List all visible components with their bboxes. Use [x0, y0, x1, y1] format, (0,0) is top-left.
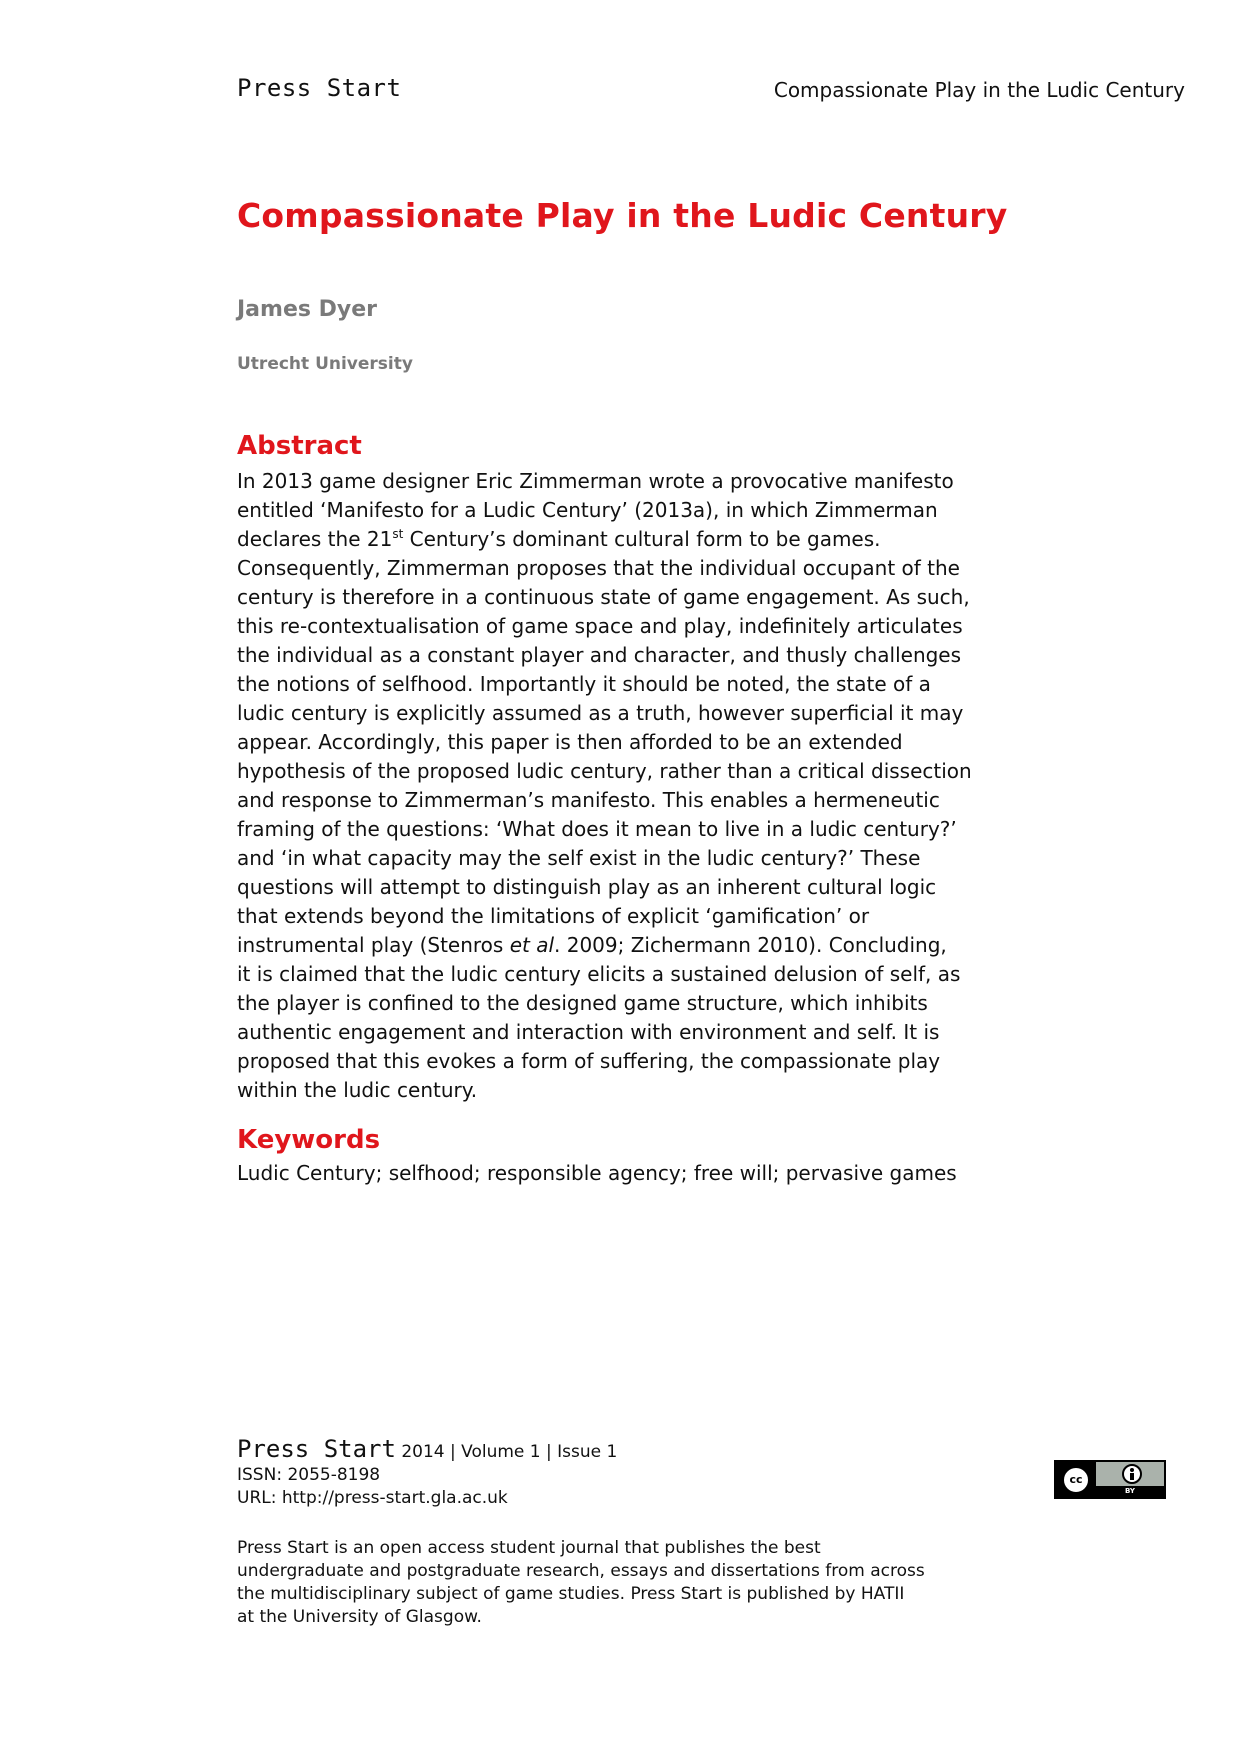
footer-description-line: at the University of Glasgow. [237, 1607, 482, 1627]
abstract-line [237, 525, 1027, 554]
footer-volume-line [237, 1435, 618, 1464]
abstract-text: instrumental play (Stenros [237, 933, 510, 957]
abstract-line: Consequently, Zimmerman proposes that the individual occupant of the [237, 556, 960, 580]
abstract-line: authentic engagement and interaction with environment and self. It is [237, 1020, 940, 1044]
footer-volume-info: 2014 | Volume 1 | Issue 1 [395, 1442, 618, 1462]
footer-issn: ISSN: 2055-8198 [237, 1465, 381, 1485]
abstract-line: hypothesis of the proposed ludic century, rather than a critical dissection [237, 759, 972, 783]
author-name: James Dyer [237, 297, 378, 322]
ordinal-superscript: st [392, 527, 404, 541]
footer-description-line: Press Start is an open access student journal that publishes the best [237, 1538, 821, 1558]
abstract-line: entitled ‘Manifesto for a Ludic Century’ (2013a), in which Zimmerman [237, 498, 938, 522]
abstract-line [237, 931, 1027, 960]
running-header-title: Compassionate Play in the Ludic Century [773, 78, 1185, 102]
abstract-line: and ‘in what capacity may the self exist in the ludic century?’ These [237, 846, 921, 870]
abstract-text: Century’s dominant cultural form to be games. [403, 527, 881, 551]
footer-description-line: the multidisciplinary subject of game studies. Press Start is published by HATII [237, 1584, 905, 1604]
abstract-line: the notions of selfhood. Importantly it should be noted, the state of a [237, 672, 931, 696]
abstract-line: this re-contextualisation of game space and play, indefinitely articulates [237, 614, 963, 638]
abstract-italic: et al [509, 933, 555, 957]
footer-url[interactable]: URL: http://press-start.gla.ac.uk [237, 1488, 508, 1508]
keywords-heading: Keywords [237, 1125, 381, 1155]
footer-description [237, 1537, 925, 1629]
abstract-line: the individual as a constant player and character, and thusly challenges [237, 643, 962, 667]
abstract-text: declares the 21 [237, 527, 393, 551]
footer-publication-info [237, 1435, 618, 1510]
author-affiliation: Utrecht University [237, 354, 413, 374]
creative-commons-by-icon[interactable] [1054, 1460, 1166, 1499]
cc-left-panel [1056, 1462, 1096, 1497]
abstract-line: it is claimed that the ludic century elicits a sustained delusion of self, as [237, 962, 961, 986]
abstract-line: proposed that this evokes a form of suffering, the compassionate play [237, 1049, 941, 1073]
abstract-line: that extends beyond the limitations of explicit ‘gamification’ or [237, 904, 870, 928]
abstract-body [237, 467, 1027, 1105]
running-header-journal: Press Start [237, 74, 402, 102]
abstract-line: and response to Zimmerman’s manifesto. This enables a hermeneutic [237, 788, 940, 812]
attribution-person-icon [1122, 1464, 1142, 1484]
abstract-heading: Abstract [237, 431, 362, 461]
abstract-line: ludic century is explicitly assumed as a truth, however superficial it may [237, 701, 964, 725]
abstract-line: In 2013 game designer Eric Zimmerman wrote a provocative manifesto [237, 469, 954, 493]
abstract-line: the player is confined to the designed game structure, which inhibits [237, 991, 928, 1015]
keywords-list: Ludic Century; selfhood; responsible agency; free will; pervasive games [237, 1161, 957, 1185]
cc-by-label: BY [1096, 1486, 1164, 1497]
abstract-line: framing of the questions: ‘What does it mean to live in a ludic century?’ [237, 817, 957, 841]
abstract-line: appear. Accordingly, this paper is then afforded to be an extended [237, 730, 903, 754]
abstract-line: century is therefore in a continuous state of game engagement. As such, [237, 585, 970, 609]
cc-logo-icon: cc [1062, 1466, 1090, 1494]
abstract-text: . 2009; Zichermann 2010). Concluding, [554, 933, 947, 957]
cc-right-panel [1096, 1462, 1164, 1497]
article-title: Compassionate Play in the Ludic Century [237, 196, 1008, 235]
footer-journal-name: Press Start [237, 1435, 396, 1463]
footer-description-line: undergraduate and postgraduate research, essays and dissertations from across [237, 1561, 925, 1581]
abstract-line: questions will attempt to distinguish play as an inherent cultural logic [237, 875, 937, 899]
abstract-line: within the ludic century. [237, 1078, 478, 1102]
